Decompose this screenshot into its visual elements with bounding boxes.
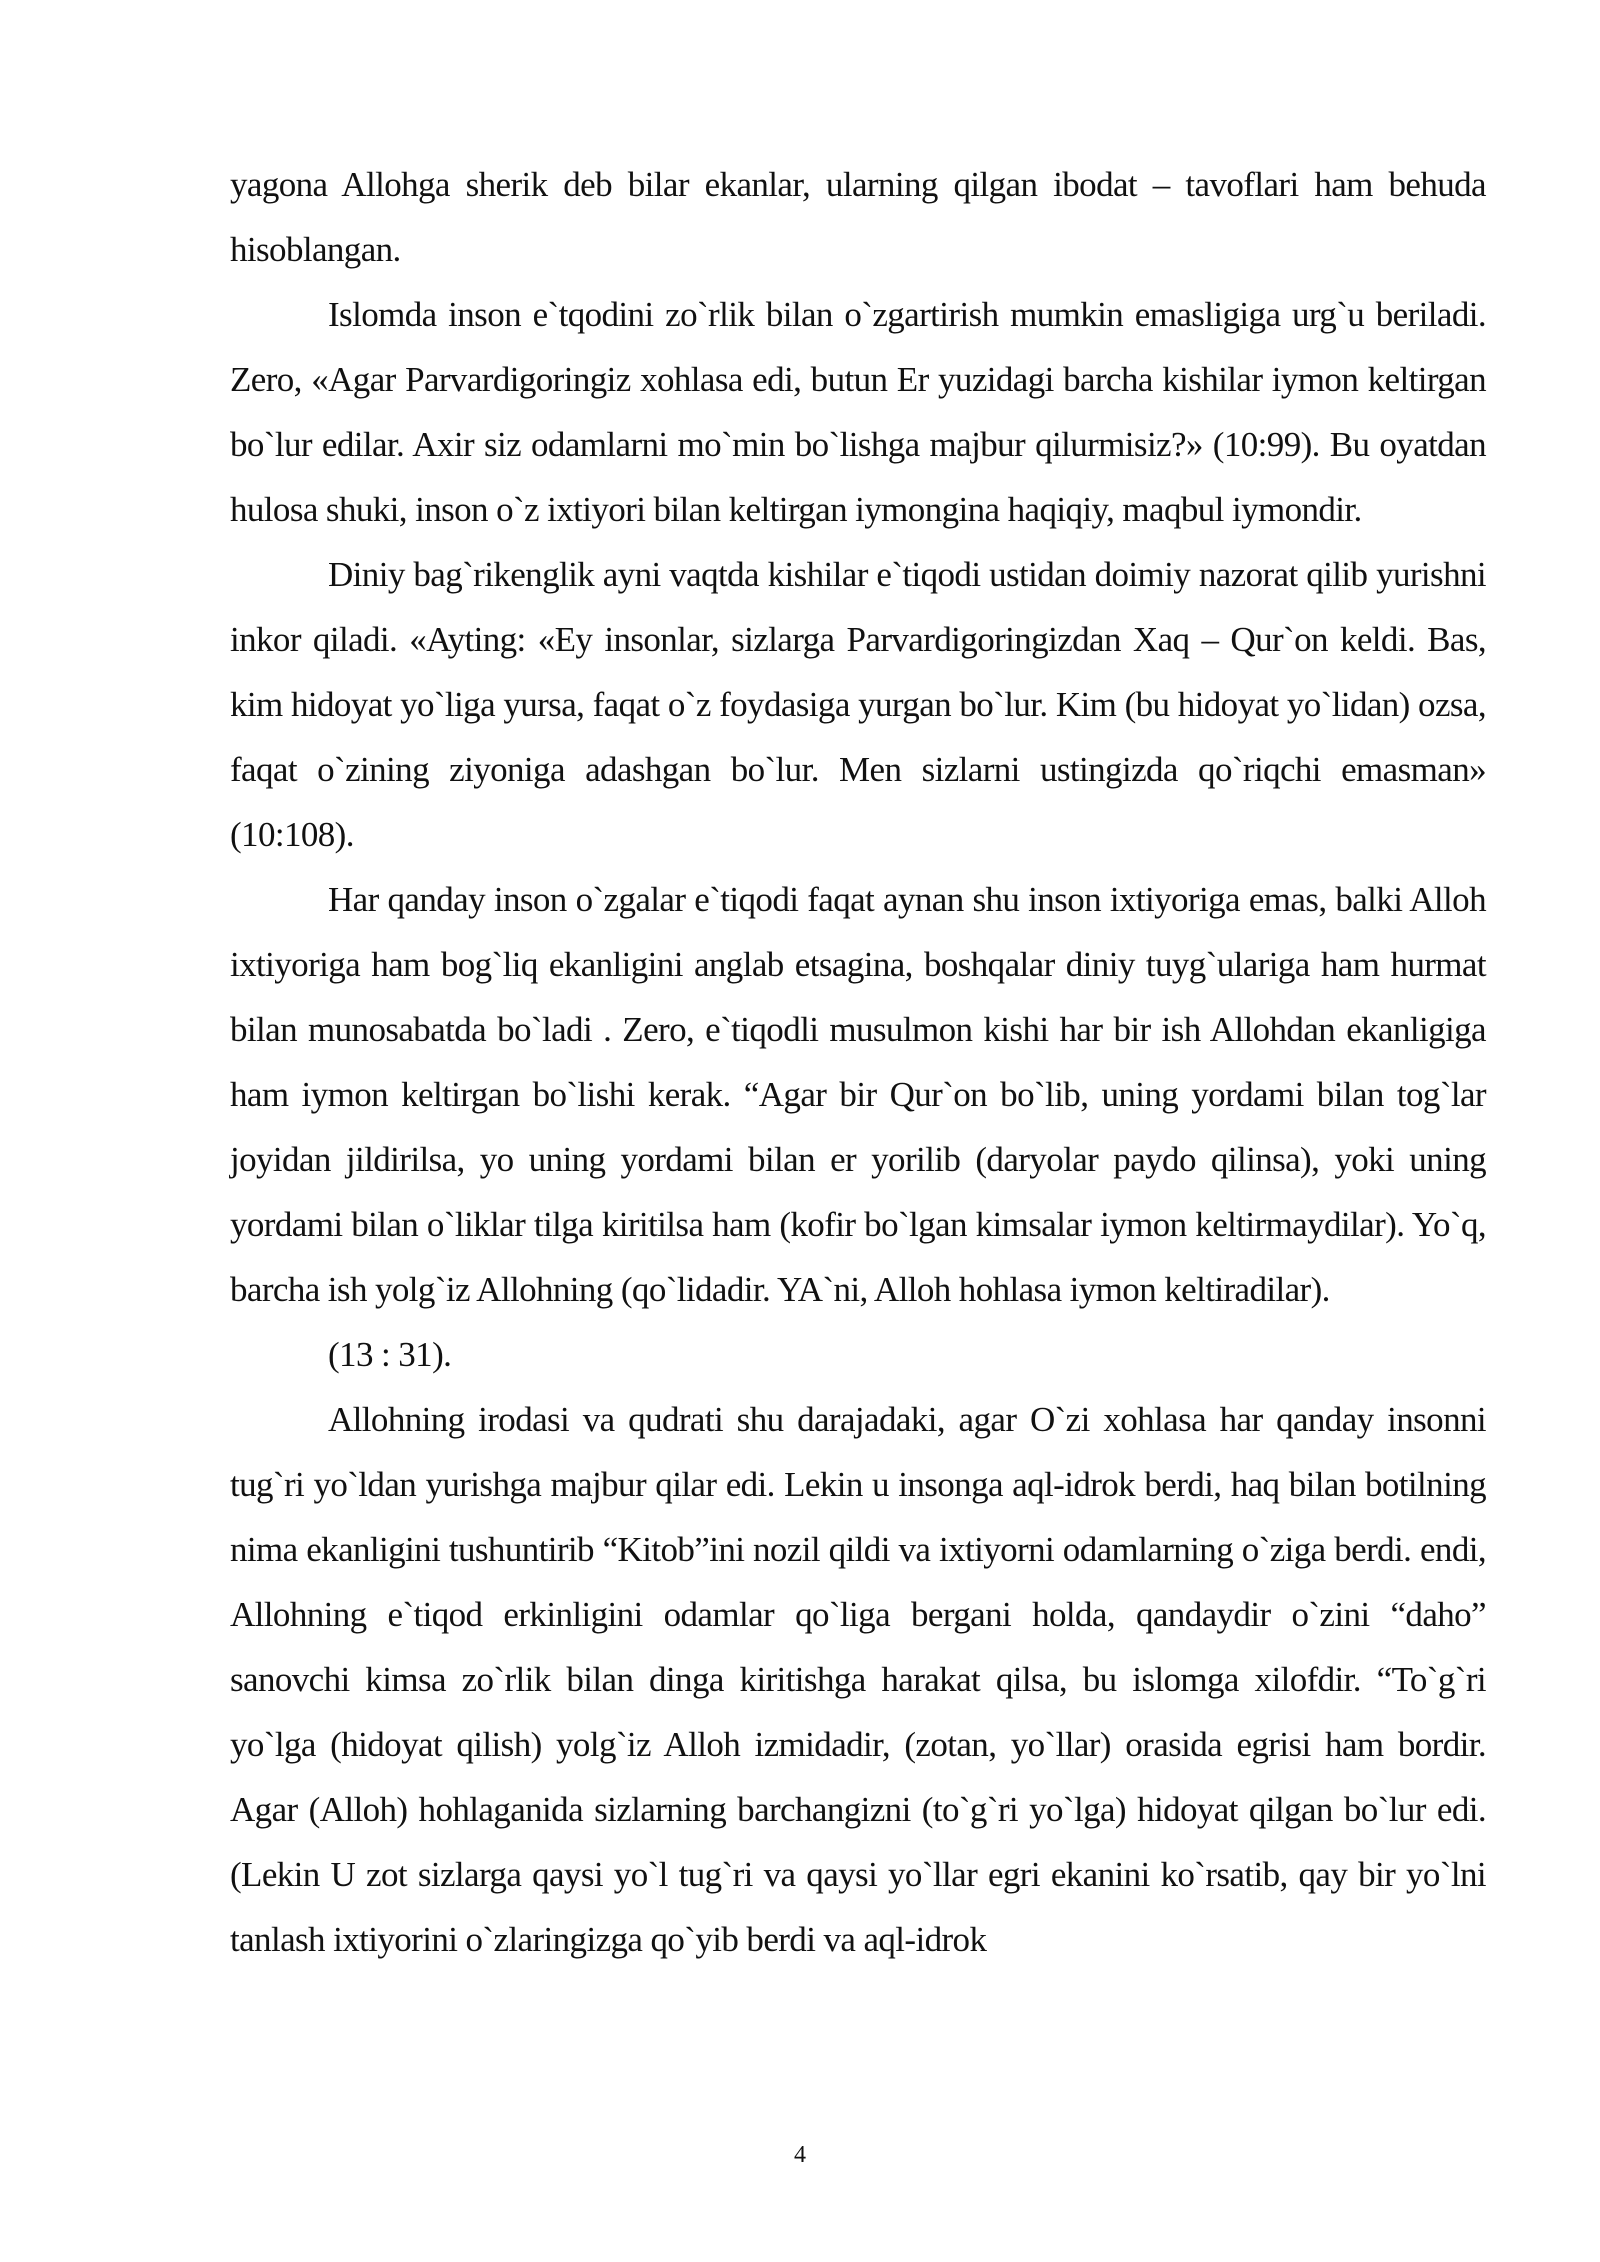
verse-reference: (13 : 31).	[328, 1335, 452, 1374]
page-number: 4	[794, 2142, 806, 2168]
paragraph-respect: Har qanday inson o`zgalar e`tiqodi faqat aynan shu inson ixtiyoriga emas, balki Alloh ixtiyoriga ham bog`liq ekanligini anglab etsagina, boshqalar diniy tuyg`ulariga ham hurmat bilan munosabatda bo`ladi . Zero, e`tiqodli musulmon kishi har bir ish Allohdan ekanligiga ham iymon keltirgan bo`lishi kerak. “Agar bir Qur`on bo`lib, uning yordami bilan tog`lar joyidan jildirilsa, yo uning yordami bilan er yorilib (daryolar paydo qilinsa), yoki uning yordami bilan o`liklar tilga kiritilsa ham (kofir bo`lgan kimsalar iymon keltirmaydilar). Yo`q, barcha ish yolg`iz Allohning (qo`lidadir. YA`ni, Alloh hohlasa iymon keltiradilar).	[230, 880, 1486, 1309]
document-page	[230, 152, 1486, 1972]
paragraph-tolerance: Diniy bag`rikenglik ayni vaqtda kishilar e`tiqodi ustidan doimiy nazorat qilib yurishni inkor qiladi. «Ayting: «Ey insonlar, sizlarga Parvardigoringizdan Xaq – Qur`on keldi. Bas, kim hidoyat yo`liga yursa, faqat o`z foydasiga yurgan bo`lur. Kim (bu hidoyat yo`lidan) ozsa, faqat o`zining ziyoniga adashgan bo`lur. Men sizlarni ustingizda qo`riqchi emasman» (10:108).	[230, 555, 1486, 854]
paragraph-will: Allohning irodasi va qudrati shu darajadaki, agar O`zi xohlasa har qanday insonni tug`ri yo`ldan yurishga majbur qilar edi. Lekin u insonga aql-idrok berdi, haq bilan botilning nima ekanligini tushuntirib “Kitob”ini nozil qildi va ixtiyorni odamlarning o`ziga berdi. endi, Allohning e`tiqod erkinligini odamlar qo`liga bergani holda, qandaydir o`zini “daho” sanovchi kimsa zo`rlik bilan dinga kiritishga harakat qilsa, bu islomga xilofdir. “To`g`ri yo`lga (hidoyat qilish) yolg`iz Alloh izmidadir, (zotan, yo`llar) orasida egrisi ham bordir. Agar (Alloh) hohlaganida sizlarning barchangizni (to`g`ri yo`lga) hidoyat qilgan bo`lur edi. (Lekin U zot sizlarga qaysi yo`l tug`ri va qaysi yo`llar egri ekanini ko`rsatib, qay bir yo`lni tanlash ixtiyorini o`zlaringizga qo`yib berdi va aql-idrok	[230, 1400, 1486, 1959]
paragraph-continuation: yagona Allohga sherik deb bilar ekanlar, ularning qilgan ibodat – tavoflari ham behuda hisoblangan.	[230, 165, 1486, 269]
paragraph-coercion: Islomda inson e`tqodini zo`rlik bilan o`zgartirish mumkin emasligiga urg`u beriladi. Zero, «Agar Parvardigoringiz xohlasa edi, butun Er yuzidagi barcha kishilar iymon keltirgan bo`lur edilar. Axir siz odamlarni mo`min bo`lishga majbur qilurmisiz?» (10:99). Bu oyatdan hulosa shuki, inson o`z ixtiyori bilan keltirgan iymongina haqiqiy, maqbul iymondir.	[230, 295, 1486, 529]
